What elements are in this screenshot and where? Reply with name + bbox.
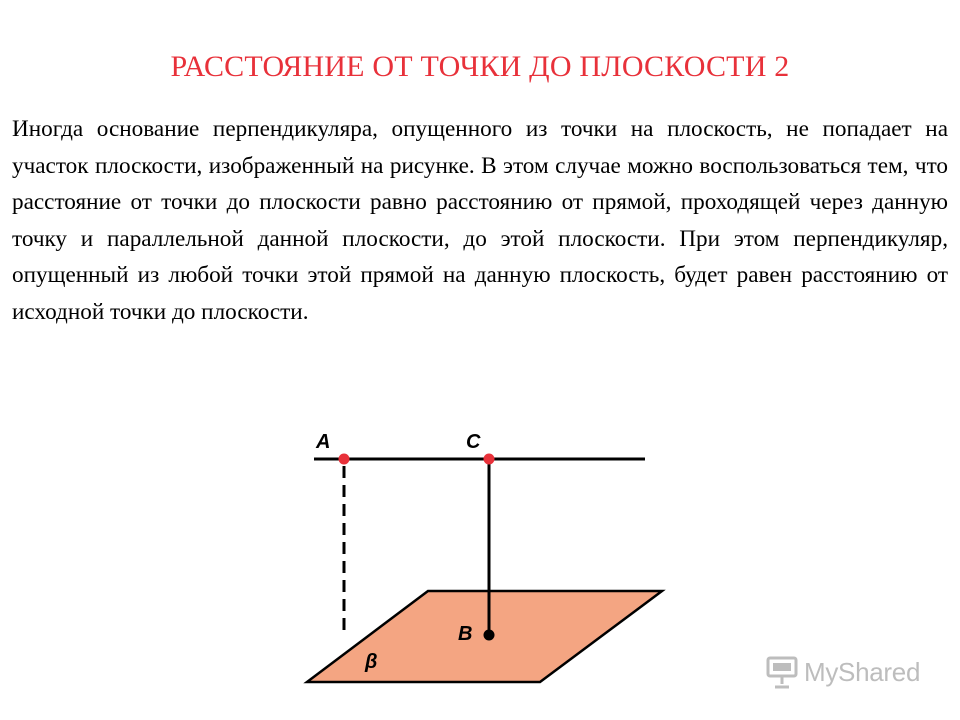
slide-title: РАССТОЯНИЕ ОТ ТОЧКИ ДО ПЛОСКОСТИ 2	[170, 50, 790, 83]
projector-icon	[766, 655, 798, 689]
label-plane-beta: β	[365, 651, 378, 673]
label-point-a: A	[316, 431, 331, 453]
point-c	[484, 454, 495, 465]
label-point-c: C	[466, 431, 481, 453]
slide-body-text: Иногда основание перпендикуляра, опущенного из точки на плоскость, не попадает на участок плоскости, изображенный на рисунке. В этом случае можно воспользоваться тем, что расстояние от точки до плоскости равно расстоянию от прямой, проходящей через данную точку и параллельной данной плоскости, до этой плоскости. При этом перпендикуляр, опущенный из любой точки этой прямой на данную плоскость, будет равен расстоянию от исходной точки до плоскости.	[12, 116, 948, 325]
label-point-b: B	[458, 623, 473, 645]
watermark	[766, 652, 920, 692]
point-b	[484, 630, 495, 641]
watermark-text: MyShared	[804, 656, 921, 687]
point-a	[339, 454, 350, 465]
